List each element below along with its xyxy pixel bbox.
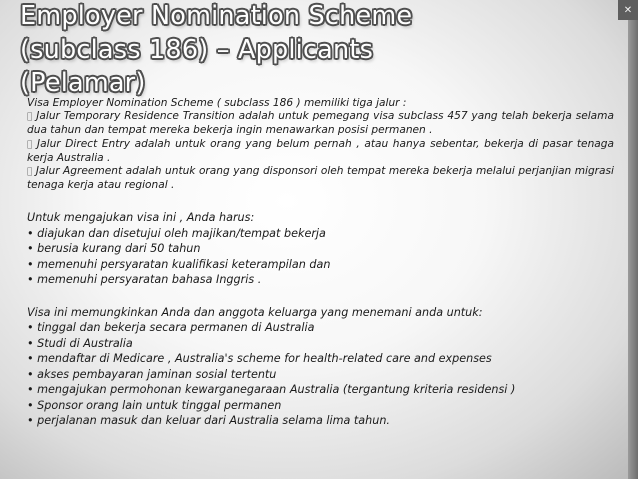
pathway-text: Jalur Direct Entry adalah untuk orang yang belum pernah , atau hanya sebentar, bekerja di pasar tenaga kerja Australia . (27, 137, 614, 164)
benefit-item: • mendaftar di Medicare , Australia's scheme for health-related care and expenses (27, 352, 492, 366)
close-icon[interactable]: ✕ (618, 0, 638, 20)
requirements-heading: Untuk mengajukan visa ini , Anda harus: (27, 211, 255, 225)
benefit-item: • perjalanan masuk dan keluar dari Australia selama lima tahun. (27, 414, 390, 428)
benefit-item: • Studi di Australia (27, 336, 133, 350)
requirement-item: • berusia kurang dari 50 tahun (27, 242, 201, 256)
benefits-section (27, 305, 614, 429)
requirement-item: • diajukan dan disetujui oleh majikan/tempat bekerja (27, 226, 326, 240)
visa-pathways-section (27, 97, 614, 192)
slide-body (27, 97, 614, 429)
pathway-text: Jalur Agreement adalah untuk orang yang disponsori oleh tempat mereka bekerja melalui perjanjian migrasi tenaga kerja atau regional . (27, 165, 614, 192)
pathway-item (27, 110, 614, 137)
requirement-item: • memenuhi persyaratan bahasa Inggris . (27, 273, 262, 287)
benefit-item: • akses pembayaran jaminan sosial tertentu (27, 367, 277, 381)
requirements-section (27, 210, 614, 288)
benefit-item: • tinggal dan bekerja secara permanen di Australia (27, 321, 315, 335)
requirement-item: • memenuhi persyaratan kualifikasi keterampilan dan (27, 257, 331, 271)
slide-title (20, 0, 620, 101)
pathway-text: Jalur Temporary Residence Transition adalah untuk pemegang visa subclass 457 yang telah bekerja selama dua tahun dan tempat mereka bekerja ingin menawarkan posisi permanen . (27, 110, 614, 137)
pathway-item (27, 165, 614, 192)
title-line-1: Employer Nomination Scheme (20, 1, 413, 31)
pathways-intro: Visa Employer Nomination Scheme ( subclass 186 ) memiliki tiga jalur : (27, 97, 407, 109)
benefits-heading: Visa ini memungkinkan Anda dan anggota keluarga yang menemani anda untuk: (27, 305, 483, 319)
page-edge-shadow (628, 0, 638, 479)
pathway-item (27, 138, 614, 165)
benefit-item: • Sponsor orang lain untuk tinggal permanen (27, 398, 282, 412)
title-line-2: (subclass 186) – Applicants (20, 34, 374, 65)
title-line-3: (Pelamar) (20, 68, 146, 98)
benefit-item: • mengajukan permohonan kewarganegaraan Australia (tergantung kriteria residensi ) (27, 383, 516, 397)
